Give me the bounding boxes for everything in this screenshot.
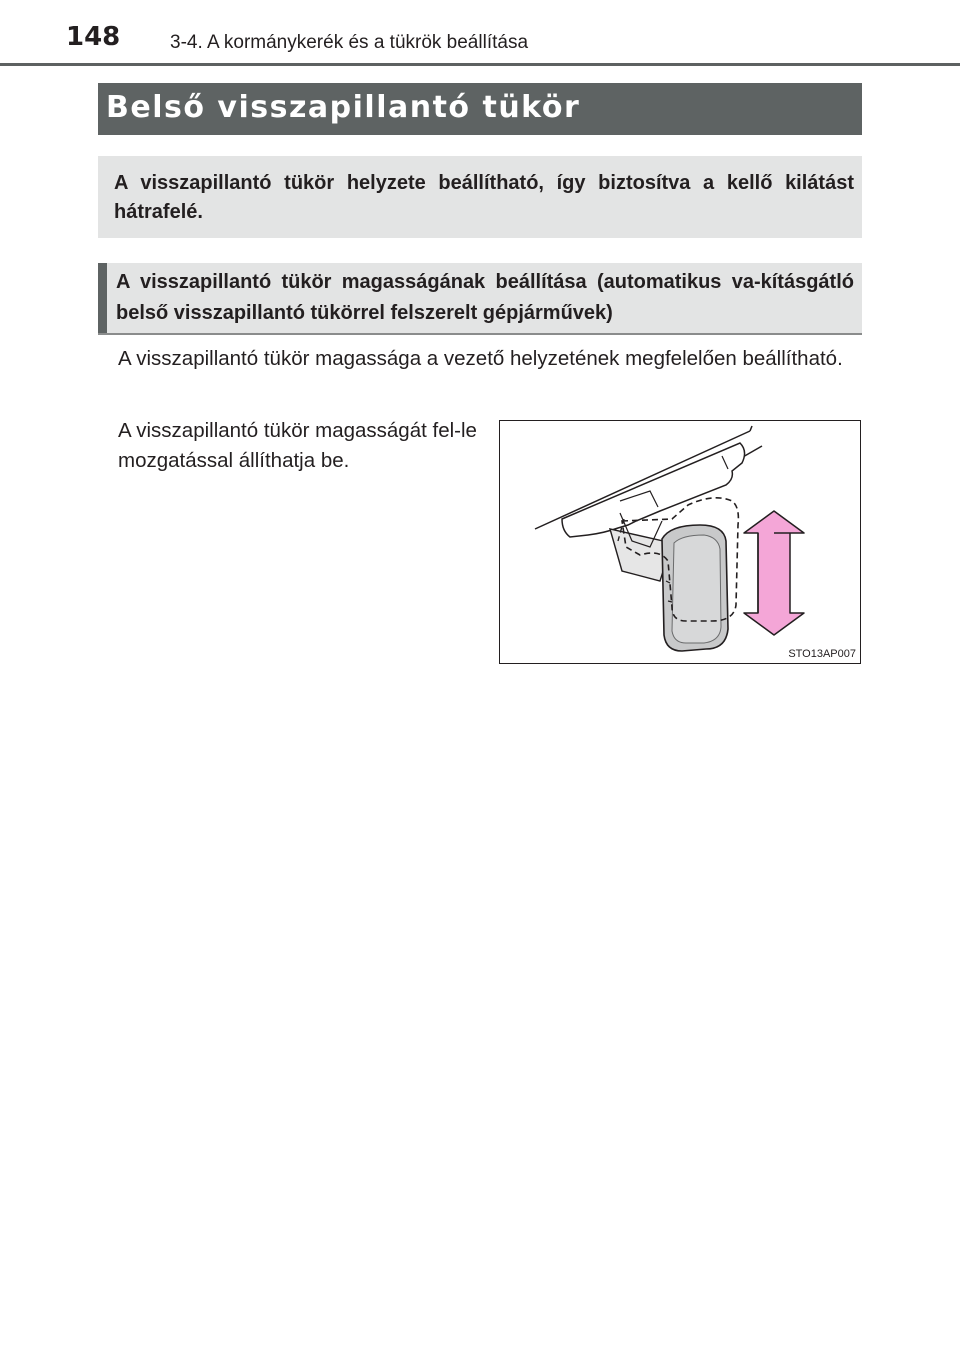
mirror-mount-housing [562, 443, 745, 537]
subsection-heading: A visszapillantó tükör magasságának beállítása (automatikus va-kításgátló belső visszapillantó tükörrel felszerelt gépjárművek) [116, 271, 854, 324]
section-title-bar [98, 83, 862, 135]
rear-view-mirror-drawing [500, 421, 862, 665]
intro-text: A visszapillantó tükör helyzete beállítható, így biztosítva a kellő kilátást hátrafelé. [114, 172, 854, 223]
page-number: 148 [66, 22, 121, 52]
subsection-heading-box [98, 263, 862, 335]
section-title: Belső visszapillantó tükör [106, 90, 581, 125]
up-down-arrow-icon [744, 511, 804, 635]
subsection-accent-bar [98, 263, 107, 333]
body-paragraph-2: A visszapillantó tükör magasságát fel-le mozgatással állíthatja be. [118, 419, 477, 472]
page-header [0, 0, 960, 70]
mirror-illustration [499, 420, 861, 664]
running-head: 3-4. A kormánykerék és a tükrök beállítása [170, 32, 529, 53]
intro-box [98, 156, 862, 238]
figure-code: STO13AP007 [788, 648, 856, 660]
body-paragraph-1: A visszapillantó tükör magassága a vezető helyzetének megfelelően beállítható. [118, 347, 843, 370]
header-rule [0, 63, 960, 66]
